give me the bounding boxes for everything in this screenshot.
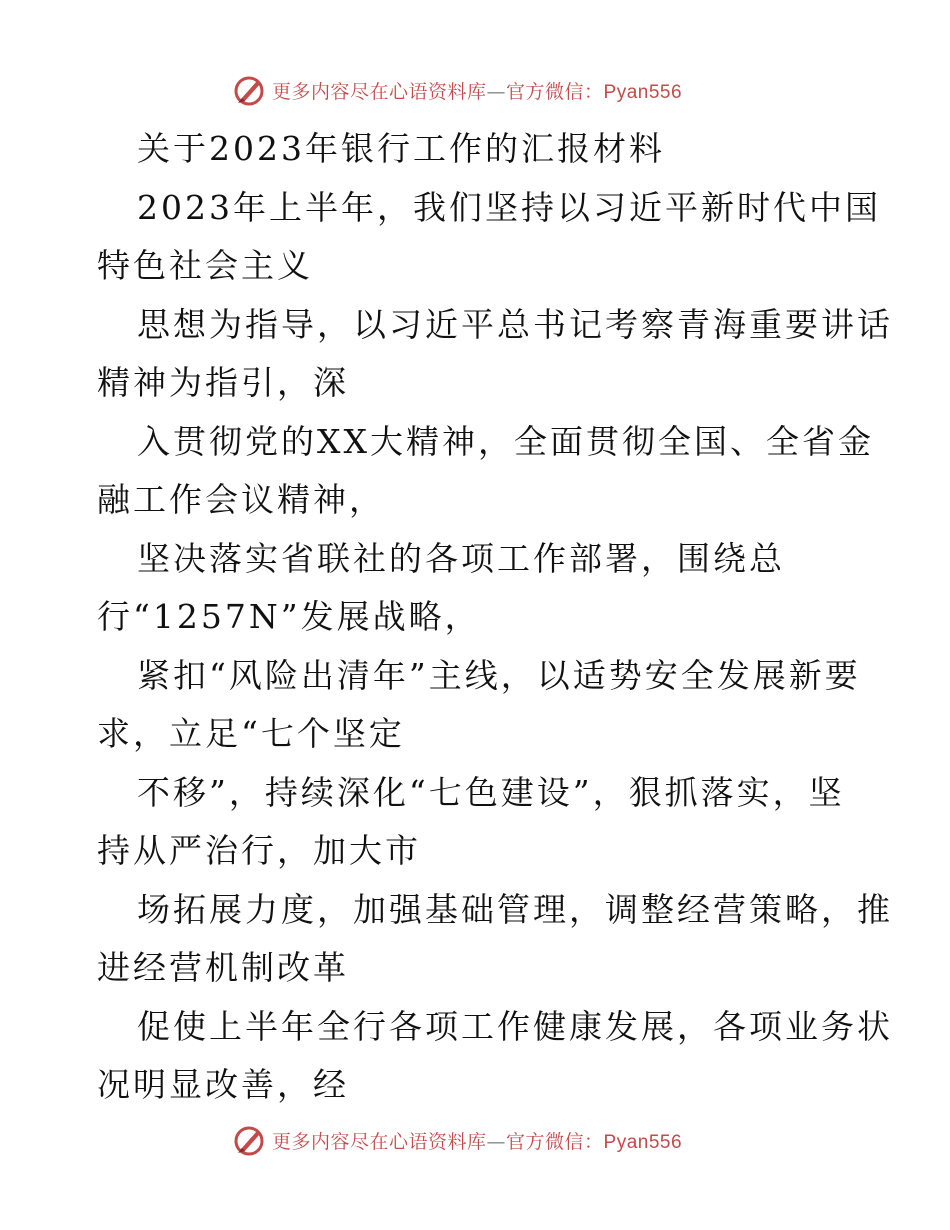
document-body — [97, 120, 893, 1115]
document-line: 持从严治行，加大市 — [97, 831, 421, 870]
banner-wechat-id: Pyan556 — [603, 81, 683, 103]
document-line: 融工作会议精神， — [97, 480, 385, 519]
banner-dash: — — [486, 1130, 507, 1153]
document-line: 入贯彻党的XX大精神，全面贯彻全国、全省金 — [137, 421, 874, 461]
document-line: 紧扣“风险出清年”主线，以适势安全发展新要 — [137, 655, 861, 695]
pen-nib-logo-icon — [232, 1123, 266, 1157]
document-line: 2023年上半年，我们坚持以习近平新时代中国 — [137, 187, 881, 227]
document-line: 求，立足“七个坚定 — [97, 714, 405, 753]
banner-wechat-id: Pyan556 — [603, 1131, 683, 1153]
document-line: 行“1257N”发展战略， — [97, 597, 481, 636]
banner-official-label: 官方微信： — [506, 1130, 604, 1153]
document-line: 况明显改善，经 — [97, 1065, 349, 1104]
banner-text — [272, 1127, 682, 1154]
banner-main-text: 更多内容尽在心语资料库 — [272, 80, 487, 103]
banner-dash: — — [486, 80, 507, 103]
footer-banner — [232, 1122, 682, 1158]
banner-official-label: 官方微信： — [506, 80, 604, 103]
banner-text — [272, 77, 682, 104]
document-line: 思想为指导，以习近平总书记考察青海重要讲话 — [137, 304, 893, 344]
document-line: 不移”，持续深化“七色建设”，狠抓落实，坚 — [137, 772, 845, 812]
document-line: 特色社会主义 — [97, 246, 313, 285]
pen-nib-logo-icon — [232, 73, 266, 107]
document-line: 进经营机制改革 — [97, 948, 349, 987]
document-line: 场拓展力度，加强基础管理，调整经营策略，推 — [137, 889, 893, 929]
header-banner — [232, 72, 682, 108]
document-line: 促使上半年全行各项工作健康发展，各项业务状 — [137, 1006, 893, 1046]
document-line: 关于2023年银行工作的汇报材料 — [137, 129, 665, 168]
document-line: 坚决落实省联社的各项工作部署，围绕总 — [137, 538, 785, 578]
document-line: 精神为指引，深 — [97, 363, 349, 402]
banner-main-text: 更多内容尽在心语资料库 — [272, 1130, 487, 1153]
